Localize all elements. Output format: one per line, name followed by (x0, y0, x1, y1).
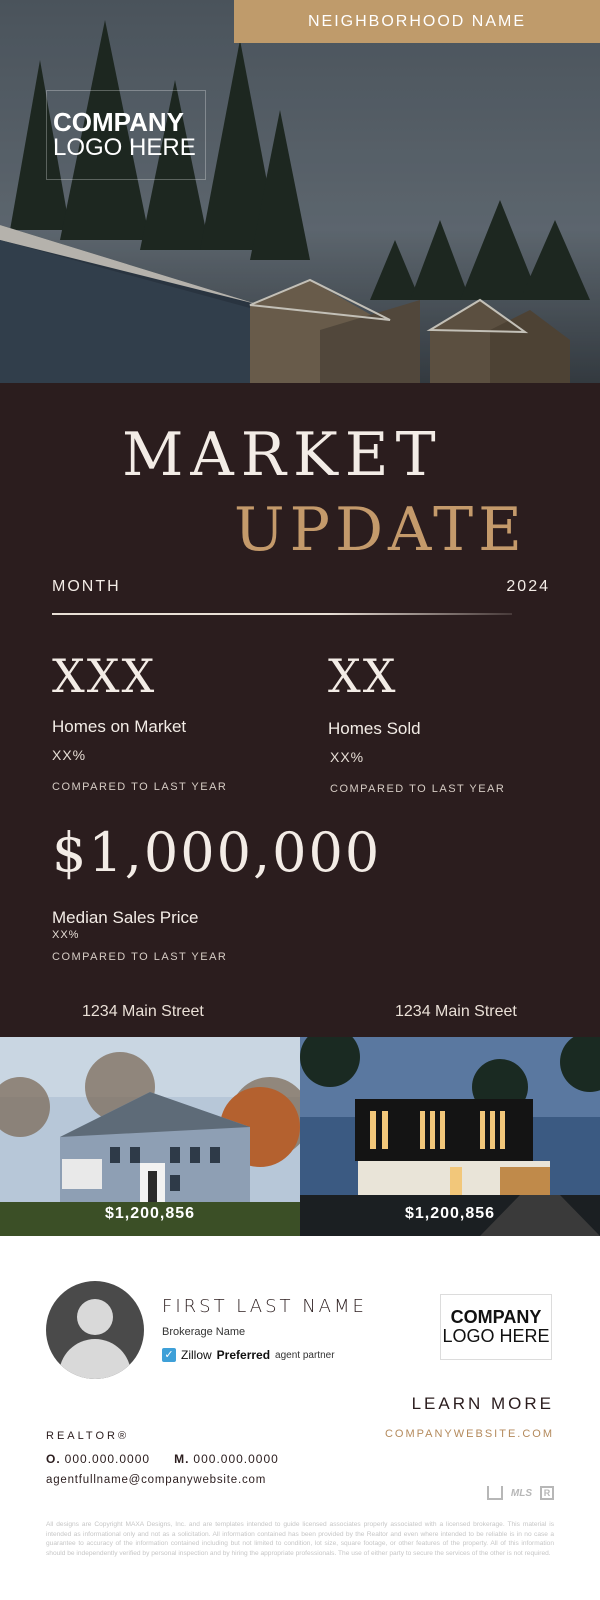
hero-image (0, 0, 600, 383)
mobile-label: M. (174, 1452, 190, 1466)
month-label: MONTH (52, 578, 121, 595)
homes-on-market-compare: COMPARED TO LAST YEAR (52, 781, 228, 793)
avatar-body (59, 1339, 131, 1379)
office-label: O. (46, 1452, 61, 1466)
zillow-preferred: Preferred (216, 1348, 271, 1362)
median-price-value: $1,000,000 (52, 821, 382, 884)
neighborhood-bar (234, 0, 600, 43)
zillow-partner: agent partner (275, 1349, 335, 1361)
listing-2-card[interactable] (300, 1037, 600, 1236)
office-phone[interactable] (46, 1452, 150, 1466)
year-label: 2024 (506, 578, 550, 595)
company-logo-box (440, 1294, 552, 1360)
listing-2-address: 1234 Main Street (395, 1003, 517, 1020)
realtor-r-icon: R (540, 1486, 554, 1500)
learn-more-link[interactable]: LEARN MORE (411, 1394, 554, 1413)
listing-2-price: $1,200,856 (404, 1205, 496, 1222)
zillow-badge (162, 1348, 335, 1362)
phone-numbers (46, 1452, 279, 1466)
hero-photo (0, 0, 600, 383)
agent-section (0, 1236, 600, 1600)
market-update-section (0, 383, 600, 1037)
co-logo-line-1: COMPANY (450, 1307, 542, 1327)
homes-on-market-label: Homes on Market (52, 717, 187, 736)
agent-name: FIRST LAST NAME (162, 1296, 367, 1317)
logo-line-2: LOGO HERE (53, 134, 196, 161)
median-price-percent: XX% (52, 929, 80, 941)
listing-photos (0, 1037, 600, 1236)
neighborhood-name: NEIGHBORHOOD NAME (307, 12, 526, 30)
homes-on-market-percent: XX% (52, 747, 87, 763)
listing-1-price: $1,200,856 (104, 1205, 196, 1222)
office-number: 000.000.0000 (64, 1452, 151, 1466)
brokerage-name: Brokerage Name (162, 1326, 246, 1338)
median-price-compare: COMPARED TO LAST YEAR (52, 951, 228, 963)
compliance-badges (487, 1486, 554, 1500)
median-price-label: Median Sales Price (52, 908, 199, 927)
homes-sold-value: XX (328, 649, 398, 703)
agent-email[interactable]: agentfullname@companywebsite.com (46, 1474, 267, 1486)
listing-1-card[interactable] (0, 1037, 300, 1236)
homes-sold-percent: XX% (330, 749, 365, 765)
logo-line-1: COMPANY (53, 107, 184, 137)
title-update: UPDATE (234, 495, 527, 565)
check-icon: ✓ (162, 1348, 176, 1362)
title-market: MARKET (122, 420, 443, 490)
mobile-number: 000.000.0000 (193, 1452, 279, 1466)
agent-avatar (46, 1281, 144, 1379)
realtor-title: REALTOR® (46, 1430, 130, 1442)
equal-housing-icon (487, 1486, 503, 1500)
homes-sold-compare: COMPARED TO LAST YEAR (330, 783, 506, 795)
co-logo-line-2: LOGO HERE (442, 1326, 550, 1346)
disclaimer-text: All designs are Copyright MAXA Designs, Inc. and are templates intended to guide licensed associates properly associated with a licensed brokerage. This material is intended as informational only and not as a solicitation. All information contained has been provided by the Realtor and even where intended to be reliable is in no case a guarantee to accuracy of the information contained including but not limited to condition, lot size, square footage, or other features of the property. All of this information should be independently verified by personal inspection and by hiring the appropriate professionals. The use of either party to secure the services of the other is not required. (46, 1521, 554, 1557)
homes-sold-label: Homes Sold (328, 719, 421, 738)
listing-1-address: 1234 Main Street (82, 1003, 204, 1020)
divider-line (52, 613, 512, 615)
company-website-link[interactable]: COMPANYWEBSITE.COM (384, 1428, 554, 1440)
avatar-head (77, 1299, 113, 1335)
mls-icon: MLS (510, 1487, 532, 1499)
zillow-word: Zillow (181, 1348, 212, 1362)
homes-on-market-value: XXX (52, 649, 157, 703)
mobile-phone[interactable] (174, 1452, 279, 1466)
company-logo-placeholder (46, 90, 206, 180)
